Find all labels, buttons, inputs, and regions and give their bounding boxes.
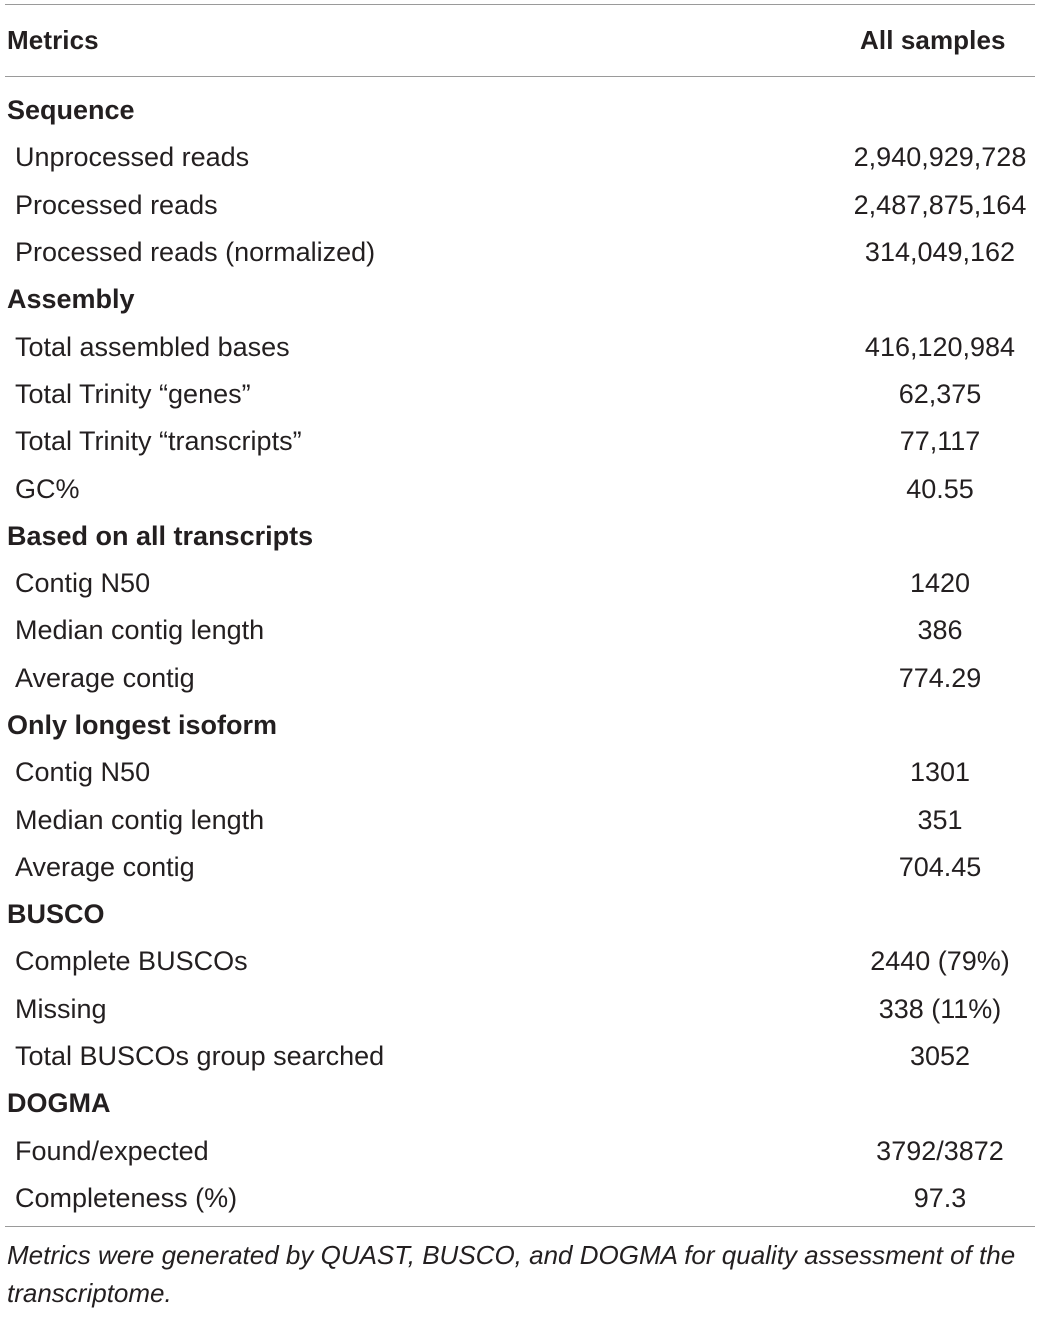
metric-label: Median contig length: [15, 804, 265, 835]
metric-value: 3792/3872: [876, 1135, 1004, 1166]
metric-label: Average contig: [15, 851, 195, 882]
table-row: [5, 986, 1035, 1033]
metric-label: Missing: [15, 993, 107, 1024]
table-row: [5, 1128, 1035, 1175]
metric-value: 704.45: [898, 851, 982, 882]
section-title: BUSCO: [7, 899, 105, 930]
metric-label: Completeness (%): [15, 1182, 238, 1213]
metric-label: Processed reads: [15, 189, 218, 220]
table-header: [5, 5, 1035, 76]
metric-value: 338 (11%): [878, 993, 1002, 1024]
section-title: DOGMA: [7, 1088, 111, 1119]
metric-label: Unprocessed reads: [15, 142, 250, 173]
table-row: [5, 229, 1035, 276]
metrics-table: [5, 4, 1035, 1312]
table-row: [5, 749, 1035, 796]
table-row: [5, 1033, 1035, 1080]
section-title: Only longest isoform: [7, 710, 278, 740]
metric-value: 77,117: [899, 426, 981, 457]
table-row: [5, 607, 1035, 654]
metric-value: 62,375: [898, 378, 982, 409]
metric-label: Processed reads (normalized): [15, 237, 376, 268]
metric-value: 1301: [909, 757, 971, 788]
section-title: Based on all transcripts: [7, 520, 314, 551]
metric-value: 416,120,984: [864, 331, 1016, 362]
section-row: [5, 702, 1035, 749]
metric-label: Complete BUSCOs: [15, 946, 248, 977]
header-all-samples: All samples: [860, 25, 1006, 55]
metric-value: 386: [917, 615, 963, 646]
table-row: [5, 938, 1035, 985]
table-row: [5, 560, 1035, 607]
section-row: [5, 891, 1035, 938]
table-row: [5, 323, 1035, 370]
table-footnote: Metrics were generated by QUAST, BUSCO, and DOGMA for quality assessment of the transcriptome.: [7, 1240, 1016, 1309]
metric-value: 2,940,929,728: [853, 142, 1027, 173]
table-row: [5, 796, 1035, 843]
table-row: [5, 371, 1035, 418]
metric-label: Total assembled bases: [15, 331, 290, 362]
metric-label: Contig N50: [15, 757, 151, 788]
metric-label: Total BUSCOs group searched: [15, 1041, 385, 1072]
metric-value: 2,487,875,164: [853, 189, 1027, 220]
section-row: [5, 513, 1035, 560]
metric-value: 97.3: [913, 1182, 967, 1213]
section-row: [5, 87, 1035, 134]
metric-value: 3052: [909, 1041, 971, 1072]
metric-label: Found/expected: [15, 1135, 209, 1166]
section-row: [5, 1080, 1035, 1127]
metric-value: 2440 (79%): [870, 946, 1010, 977]
metric-label: Average contig: [15, 662, 195, 693]
metric-value: 774.29: [898, 662, 982, 693]
table-row: [5, 134, 1035, 181]
metric-label: Contig N50: [15, 568, 151, 599]
table-row: [5, 465, 1035, 512]
metric-value: 351: [917, 804, 963, 835]
metric-label: Total Trinity “transcripts”: [15, 426, 302, 457]
section-title: Sequence: [7, 95, 135, 126]
table-row: [5, 1175, 1035, 1222]
metric-label: GC%: [15, 473, 80, 504]
table-row: [5, 182, 1035, 229]
metric-value: 40.55: [906, 473, 974, 504]
table-row: [5, 844, 1035, 891]
metric-label: Median contig length: [15, 615, 265, 646]
section-row: [5, 276, 1035, 323]
table-body: [5, 77, 1035, 1222]
bottom-rule: [5, 1226, 1035, 1227]
header-metrics: Metrics: [7, 25, 99, 55]
metric-value: 314,049,162: [864, 237, 1016, 268]
metric-label: Total Trinity “genes”: [15, 378, 251, 409]
metric-value: 1420: [909, 568, 971, 599]
table-row: [5, 655, 1035, 702]
table-row: [5, 418, 1035, 465]
section-title: Assembly: [7, 284, 135, 315]
